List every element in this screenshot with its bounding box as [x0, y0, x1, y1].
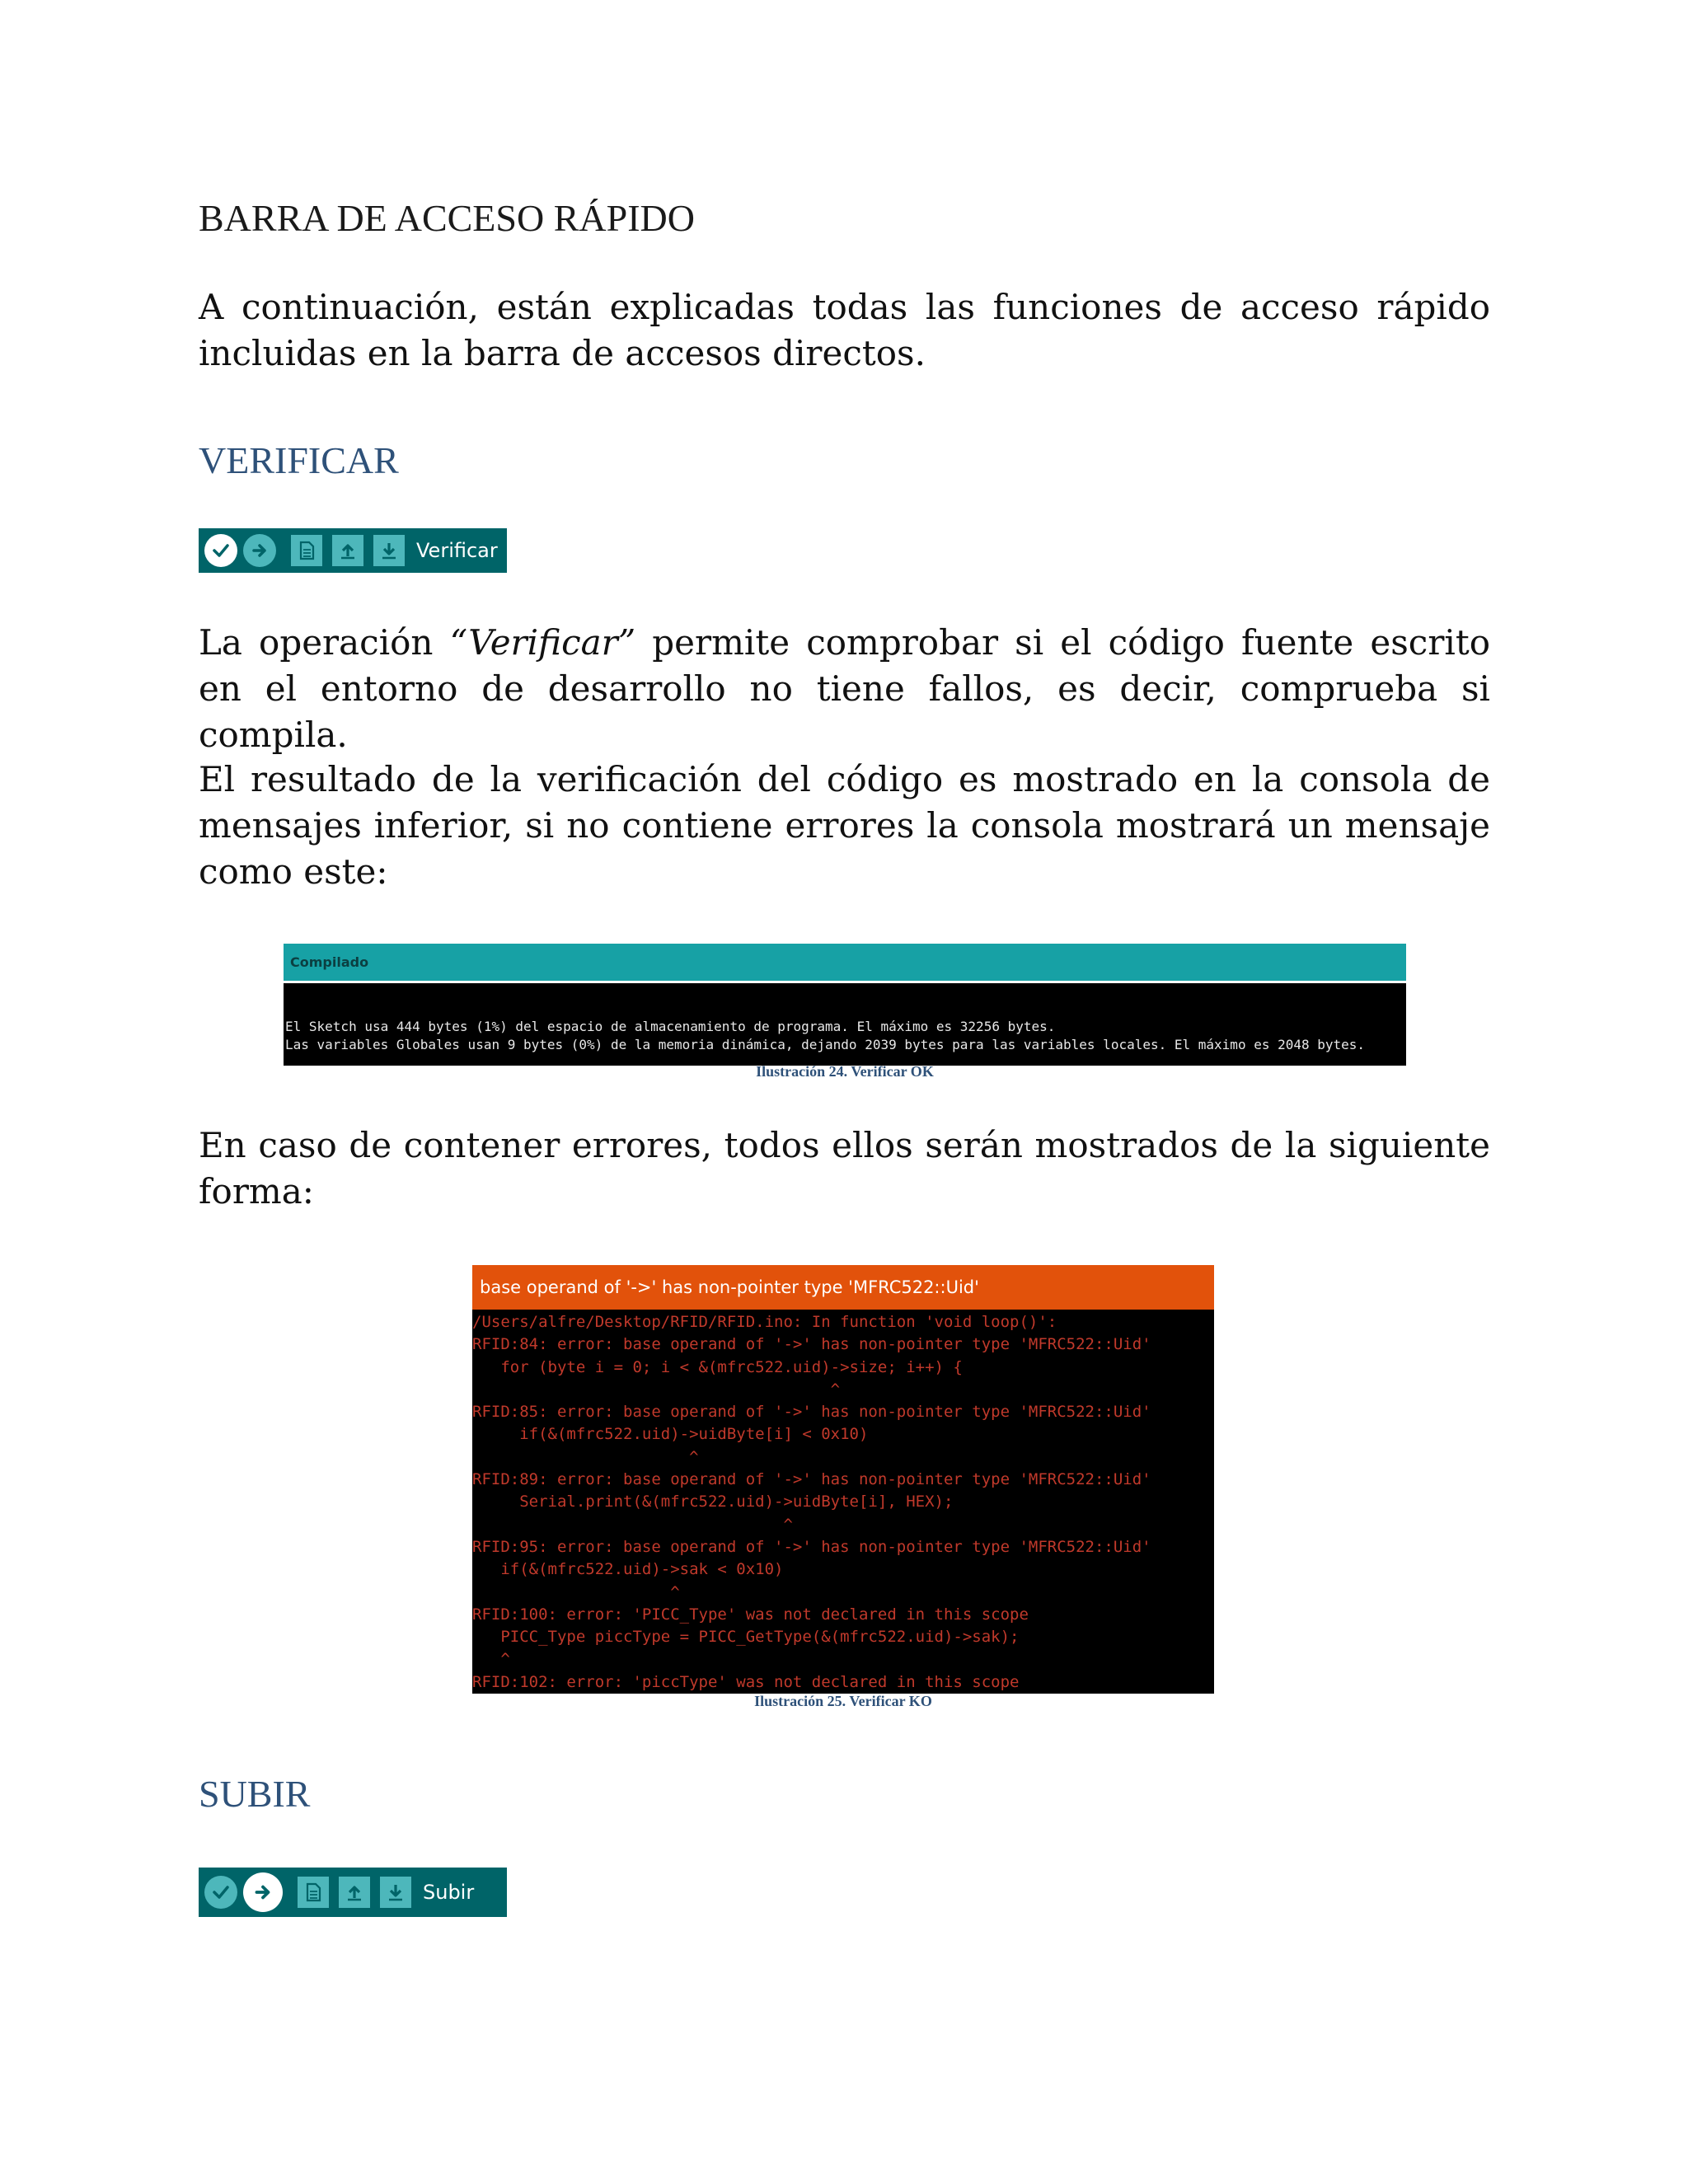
save-button[interactable]	[373, 535, 405, 566]
toolbar-subir	[199, 1868, 507, 1917]
intro-paragraph: A continuación, están explicadas todas las funciones de acceso rápido incluidas en la barra de accesos directos.	[199, 287, 1490, 373]
section-heading-subir: SUBIR	[199, 1773, 311, 1815]
verificar-paragraph-3: En caso de contener errores, todos ellos serán mostrados de la siguiente forma:	[199, 1125, 1490, 1212]
open-arrow-up-icon	[344, 1882, 365, 1903]
verify-button[interactable]	[204, 1876, 237, 1909]
console-line: RFID:95: error: base operand of '->' has non-pointer type 'MFRC522::Uid'	[472, 1537, 1151, 1556]
console-line: PICC_Type piccType = PICC_GetType(&(mfrc522.uid)->sak);	[472, 1628, 1020, 1647]
toolbar-label: Verificar	[416, 539, 498, 562]
save-arrow-down-icon	[385, 1882, 406, 1903]
section-heading-verificar: VERIFICAR	[199, 439, 399, 481]
console-line: ^	[472, 1515, 793, 1534]
para1-italic-term: “Verificar”	[449, 622, 636, 663]
open-button[interactable]	[332, 535, 363, 566]
new-button[interactable]	[291, 535, 322, 566]
para1-text-before: La operación	[199, 622, 450, 663]
new-button[interactable]	[298, 1877, 329, 1908]
check-icon	[210, 540, 232, 561]
console-line: RFID:85: error: base operand of '->' has non-pointer type 'MFRC522::Uid'	[472, 1403, 1151, 1422]
console-line: ^	[472, 1582, 680, 1601]
verificar-paragraph-1	[199, 620, 1490, 758]
console-ok-image	[284, 944, 1406, 1066]
console-line: Las variables Globales usan 9 bytes (0%) de la memoria dinámica, dejando 2039 bytes para las variables locales. El máximo es 2048 bytes.	[285, 1037, 1366, 1052]
verificar-paragraph-2: El resultado de la verificación del código es mostrado en la consola de mensajes inferior, si no contiene errores la consola mostrará un mensaje como este:	[199, 759, 1490, 892]
console-line: Serial.print(&(mfrc522.uid)->uidByte[i], HEX);	[472, 1493, 954, 1511]
console-line: El Sketch usa 444 bytes (1%) del espacio de almacenamiento de programa. El máximo es 32256 bytes.	[285, 1019, 1056, 1034]
console-line: ^	[472, 1447, 699, 1466]
arrow-right-icon	[251, 1881, 274, 1904]
para1-text-after: permite comprobar si el código fuente escrito en el entorno de desarrollo no tiene fallos, es decir, comprueba si compila.	[199, 622, 1490, 755]
upload-button[interactable]	[243, 1872, 283, 1912]
arrow-right-icon	[249, 540, 270, 561]
page-title: BARRA DE ACCESO RÁPIDO	[199, 197, 695, 239]
caption-ok: Ilustración 24. Verificar OK	[756, 1063, 934, 1080]
console-line: if(&(mfrc522.uid)->uidByte[i] < 0x10)	[472, 1425, 869, 1444]
toolbar-verificar	[199, 528, 507, 573]
toolbar-label: Subir	[423, 1881, 475, 1904]
new-file-icon	[303, 1882, 323, 1903]
upload-button[interactable]	[243, 534, 276, 567]
caption-ko: Ilustración 25. Verificar KO	[754, 1693, 932, 1709]
console-ko-image	[472, 1265, 1214, 1694]
check-icon	[210, 1882, 232, 1903]
console-line: RFID:89: error: base operand of '->' has non-pointer type 'MFRC522::Uid'	[472, 1470, 1151, 1489]
save-button[interactable]	[380, 1877, 411, 1908]
console-status-bar: Compilado	[284, 944, 1406, 981]
open-button[interactable]	[339, 1877, 370, 1908]
save-arrow-down-icon	[378, 540, 400, 561]
open-arrow-up-icon	[337, 540, 359, 561]
new-file-icon	[297, 540, 316, 561]
console-line: ^	[472, 1380, 841, 1399]
console-line: RFID:84: error: base operand of '->' has non-pointer type 'MFRC522::Uid'	[472, 1335, 1151, 1354]
console-line: if(&(mfrc522.uid)->sak < 0x10)	[472, 1560, 784, 1579]
verify-button[interactable]	[204, 534, 237, 567]
console-line: ^	[472, 1650, 510, 1669]
console-line: for (byte i = 0; i < &(mfrc522.uid)->size; i++) {	[472, 1357, 963, 1376]
console-line: RFID:102: error: 'piccType' was not declared in this scope	[472, 1672, 1020, 1691]
console-line: RFID:100: error: 'PICC_Type' was not declared in this scope	[472, 1605, 1029, 1624]
console-line: /Users/alfre/Desktop/RFID/RFID.ino: In function 'void loop()':	[472, 1313, 1057, 1331]
console-error-bar: base operand of '->' has non-pointer type 'MFRC522::Uid'	[472, 1265, 1214, 1310]
